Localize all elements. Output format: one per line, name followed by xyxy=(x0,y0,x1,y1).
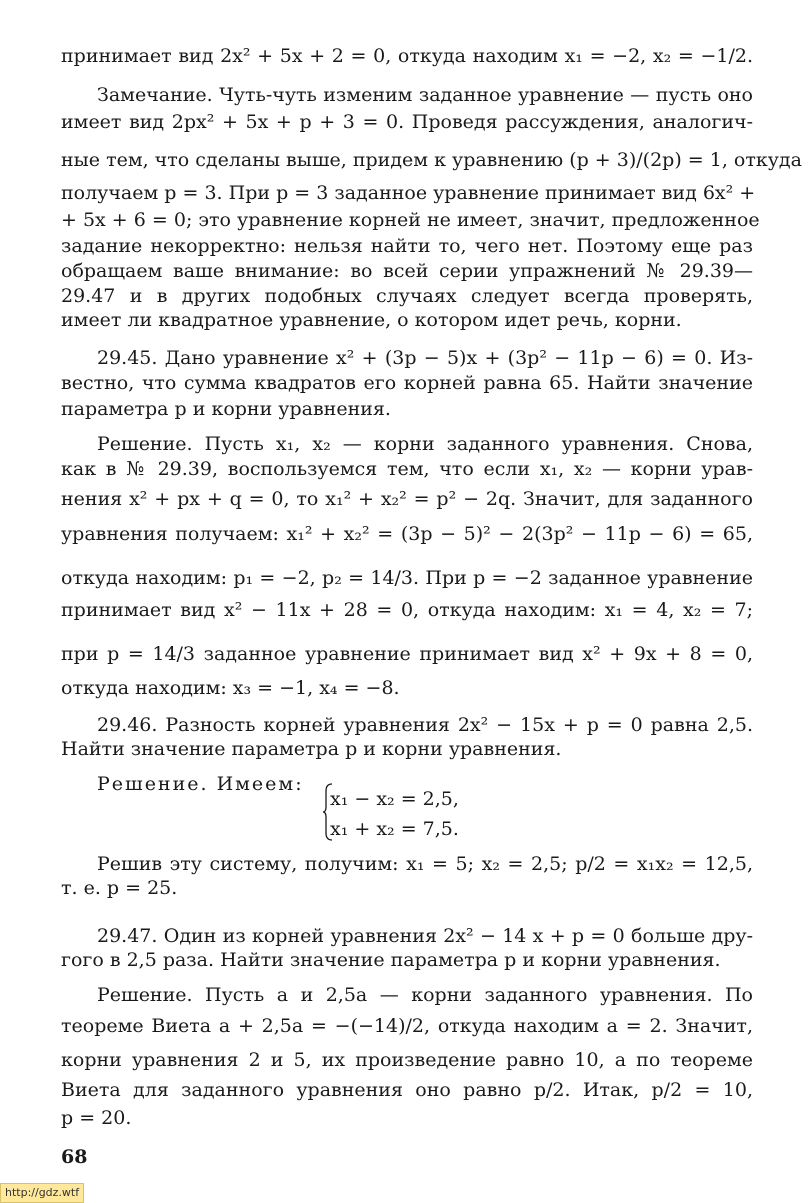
problem-29-47-heading: 29.47. Один из корней уравнения 2x² − 14 x + p = 0 больше дру- xyxy=(97,925,753,947)
text-line: как в № 29.39, воспользуемся тем, что если x₁, x₂ — корни урав- xyxy=(61,458,753,480)
system-equation: x₁ − x₂ = 2,5, xyxy=(330,788,459,810)
text-line: + 5x + 6 = 0; это уравнение корней не имеет, значит, предложенное xyxy=(61,209,760,231)
text-line: теореме Виета a + 2,5a = −(−14)/2, откуда находим a = 2. Значит, xyxy=(61,1015,753,1037)
text-line: Найти значение параметра p и корни уравнения. xyxy=(61,738,562,760)
text-line: откуда находим: x₃ = −1, x₄ = −8. xyxy=(61,677,400,699)
solution-line: Решение. Пусть x₁, x₂ — корни заданного уравнения. Снова, xyxy=(97,433,753,455)
text-line: параметра p и корни уравнения. xyxy=(61,398,391,420)
text-line: принимает вид 2x² + 5x + 2 = 0, откуда находим x₁ = −2, x₂ = −1/2. xyxy=(61,45,753,67)
remark-line: Замечание. Чуть-чуть изменим заданное уравнение — пусть оно xyxy=(97,84,753,106)
text-line: задание некорректно: нельзя найти то, чего нет. Поэтому еще раз xyxy=(61,235,753,257)
text-line: имеет ли квадратное уравнение, о котором идет речь, корни. xyxy=(61,309,682,331)
text-line: нения x² + px + q = 0, то x₁² + x₂² = p² − 2q. Значит, для заданного xyxy=(61,488,753,510)
text-line: принимает вид x² − 11x + 28 = 0, откуда находим: x₁ = 4, x₂ = 7; xyxy=(61,599,753,621)
text-line: уравнения получаем: x₁² + x₂² = (3p − 5)² − 2(3p² − 11p − 6) = 65, xyxy=(61,523,753,545)
text-line: вестно, что сумма квадратов его корней равна 65. Найти значение xyxy=(61,372,753,394)
text-line: p = 20. xyxy=(61,1107,132,1129)
solution-line: Решение. Имеем: xyxy=(97,773,304,795)
problem-29-45-heading: 29.45. Дано уравнение x² + (3p − 5)x + (3p² − 11p − 6) = 0. Из- xyxy=(97,347,753,369)
system-equation: x₁ + x₂ = 7,5. xyxy=(330,818,459,840)
text-line: корни уравнения 2 и 5, их произведение равно 10, а по теореме xyxy=(61,1049,753,1071)
text-line: при p = 14/3 заданное уравнение принимает вид x² + 9x + 8 = 0, xyxy=(61,643,753,665)
text-line: ные тем, что сделаны выше, придем к уравнению (p + 3)/(2p) = 1, откуда xyxy=(61,149,802,171)
text-line: Виета для заданного уравнения оно равно p/2. Итак, p/2 = 10, xyxy=(61,1079,753,1101)
site-url-link[interactable]: http://gdz.wtf xyxy=(0,1183,84,1203)
text-line: Решив эту систему, получим: x₁ = 5; x₂ = 2,5; p/2 = x₁x₂ = 12,5, xyxy=(97,853,753,875)
text-line: получаем p = 3. При p = 3 заданное уравнение принимает вид 6x² + xyxy=(61,182,756,204)
solution-line: Решение. Пусть a и 2,5a — корни заданного уравнения. По xyxy=(97,984,753,1006)
problem-29-46-heading: 29.46. Разность корней уравнения 2x² − 15x + p = 0 равна 2,5. xyxy=(97,714,753,736)
text-line: имеет вид 2px² + 5x + p + 3 = 0. Проведя рассуждения, аналогич- xyxy=(61,111,753,133)
text-line: обращаем ваше внимание: во всей серии упражнений № 29.39— xyxy=(61,260,753,282)
page-number: 68 xyxy=(61,1146,88,1168)
text-line: 29.47 и в других подобных случаях следует всегда проверять, xyxy=(61,285,753,307)
text-line: откуда находим: p₁ = −2, p₂ = 14/3. При p = −2 заданное уравнение xyxy=(61,567,753,589)
text-line: гого в 2,5 раза. Найти значение параметра p и корни уравнения. xyxy=(61,949,721,971)
text-line: т. е. p = 25. xyxy=(61,877,178,899)
